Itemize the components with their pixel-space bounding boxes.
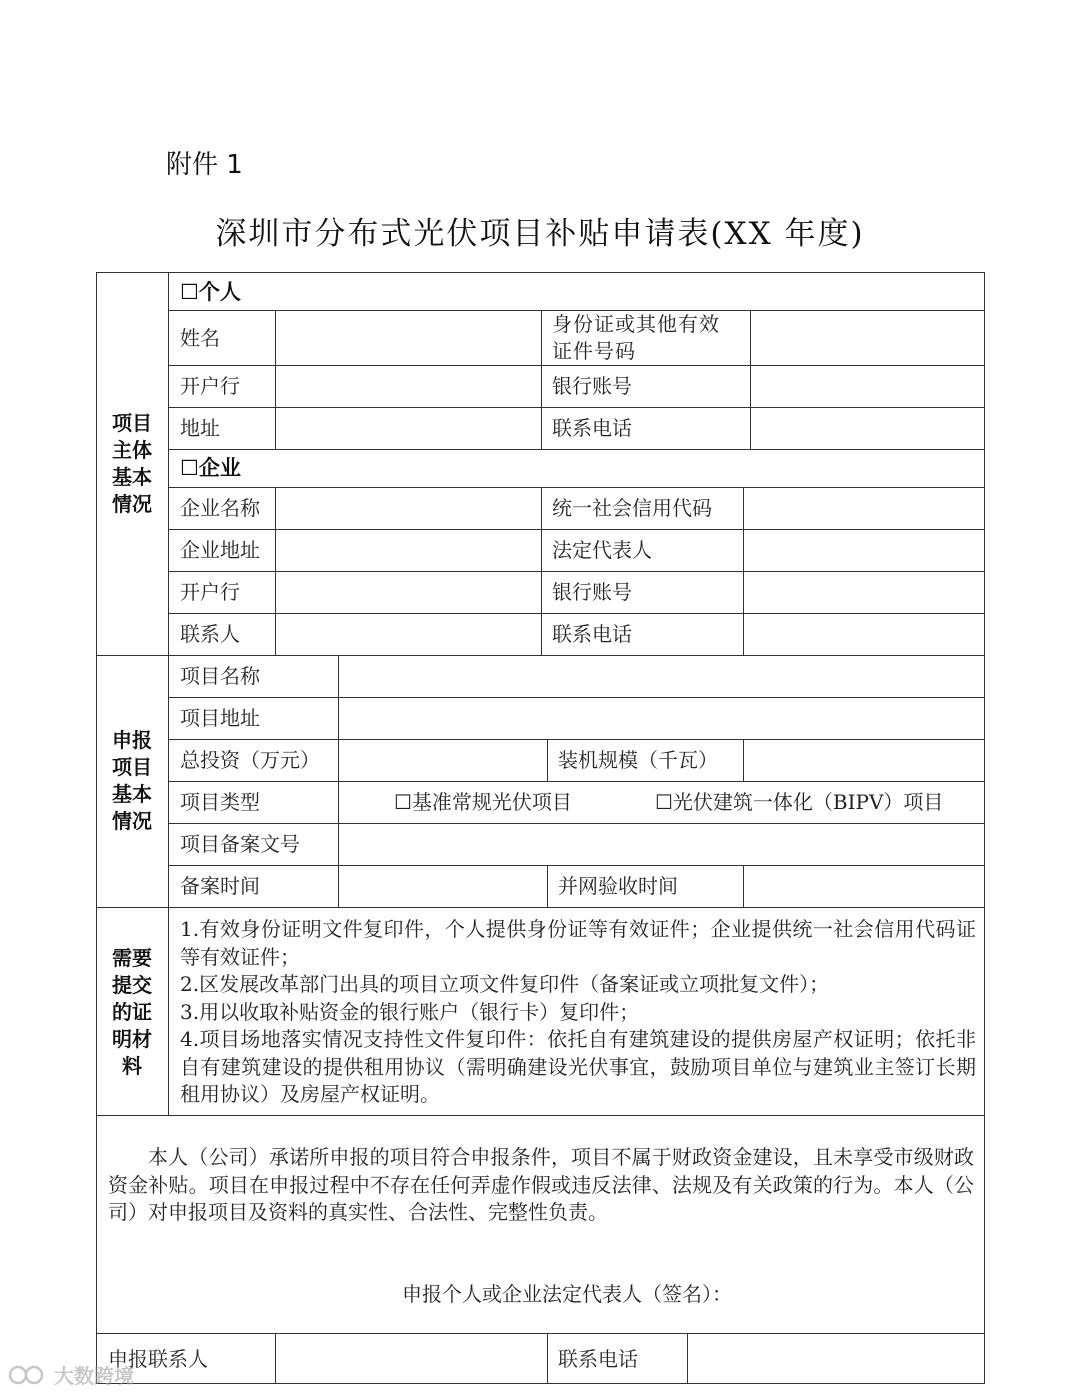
material-item-1: 1.有效身份证明文件复印件，个人提供身份证等有效证件；企业提供统一社会信用代码证等有效证件； [180,917,976,969]
input-enterprise-phone[interactable] [744,614,983,654]
input-investment[interactable] [339,740,546,780]
material-item-2: 2.区发展改革部门出具的项目立项文件复印件（备案证或立项批复文件）； [180,972,830,996]
label-name: 姓名 [180,326,220,350]
input-filing-time[interactable] [339,866,546,906]
label-enterprise-account: 银行账号 [552,580,632,604]
label-investment: 总投资（万元） [180,748,320,772]
section-line [96,1115,985,1116]
input-enterprise-name[interactable] [276,488,540,528]
input-project-name[interactable] [339,656,983,696]
label-id-number: 身份证或其他有效 证件号码 [552,312,720,363]
col-line [547,739,548,781]
enterprise-checkbox[interactable]: ☐企业 [180,456,241,480]
section-line [96,907,985,908]
col-line [541,310,542,449]
option-bipv[interactable]: ☐光伏建筑一体化（BIPV）项目 [655,790,944,814]
label-enterprise-bank: 开户行 [180,580,240,604]
section-label-project: 申报 项目 基本 情况 [112,728,152,833]
watermark-logo-icon [8,1363,48,1387]
row-line [168,781,984,782]
label-project-address: 项目地址 [180,706,260,730]
table-border-bottom [96,1383,985,1384]
label-contact: 联系人 [180,622,240,646]
input-filing-no[interactable] [339,824,983,864]
label-phone: 联系电话 [552,416,632,440]
label-filing-time: 备案时间 [180,874,260,898]
watermark-text: 大数跨境 [54,1364,134,1388]
input-enterprise-address[interactable] [276,530,540,570]
input-name[interactable] [276,311,540,364]
table-border-right [984,272,985,1384]
section-column-divider [168,272,169,1115]
label-project-type: 项目类型 [180,790,260,814]
input-enterprise-account[interactable] [744,572,983,612]
input-capacity[interactable] [744,740,983,780]
label-enterprise-name: 企业名称 [180,496,260,520]
input-applicant-phone[interactable] [688,1334,983,1382]
table-border-top [96,272,985,273]
input-address[interactable] [276,408,540,448]
input-legal-rep[interactable] [744,530,983,570]
option-standard-pv[interactable]: ☐基准常规光伏项目 [394,790,572,814]
attachment-label: 附件 1 [166,150,243,180]
label-capacity: 装机规模（千瓦） [558,748,718,772]
label-project-name: 项目名称 [180,664,260,688]
input-phone[interactable] [751,408,983,448]
signature-label: 申报个人或企业法定代表人（签名）： [402,1282,732,1306]
input-enterprise-bank[interactable] [276,572,540,612]
input-bank[interactable] [276,366,540,406]
label-address: 地址 [180,416,220,440]
input-applicant-contact[interactable] [276,1334,546,1382]
input-grid-time[interactable] [744,866,983,906]
section-label-materials: 需要 提交 的证 明材 料 [112,946,152,1078]
col-line [541,487,542,655]
label-grid-time: 并网验收时间 [558,874,678,898]
row-line [168,449,984,450]
label-credit-code: 统一社会信用代码 [552,496,712,520]
section-label-subject: 项目 主体 基本 情况 [112,411,152,516]
label-enterprise-address: 企业地址 [180,538,260,562]
label-applicant-phone: 联系电话 [558,1347,638,1371]
col-line [547,1333,548,1384]
label-bank: 开户行 [180,374,240,398]
material-item-3: 3.用以收取补贴资金的银行账户（银行卡）复印件； [180,999,640,1024]
declaration-text: 本人（公司）承诺所申报的项目符合申报条件，项目不属于财政资金建设，且未享受市级财政资金补贴。项目在申报过程中不存在任何弄虚作假或违反法律、法规及有关政策的行为。本人（公司）对申报项目及资料的真实性、合法性、完整性负责。 [108,1145,974,1224]
page-title: 深圳市分布式光伏项目补贴申请表(XX 年度) [215,216,865,252]
materials-list [180,916,976,1109]
input-project-address[interactable] [339,698,983,738]
label-legal-rep: 法定代表人 [552,538,652,562]
input-account[interactable] [751,366,983,406]
label-applicant-contact: 申报联系人 [108,1347,208,1371]
label-enterprise-phone: 联系电话 [552,622,632,646]
input-credit-code[interactable] [744,488,983,528]
material-item-4: 4.项目场地落实情况支持性文件复印件：依托自有建筑建设的提供房屋产权证明；依托非自有建筑建设的提供租用协议（需明确建设光伏事宜，鼓励项目单位与建筑业主签订长期租用协议）及房屋产权证明。 [180,1027,976,1106]
label-filing-no: 项目备案文号 [180,832,300,856]
watermark [8,1360,134,1389]
col-line [547,865,548,907]
input-contact[interactable] [276,614,540,654]
individual-checkbox[interactable]: ☐个人 [180,280,241,304]
label-account: 银行账号 [552,374,632,398]
input-id-number[interactable] [751,311,983,364]
